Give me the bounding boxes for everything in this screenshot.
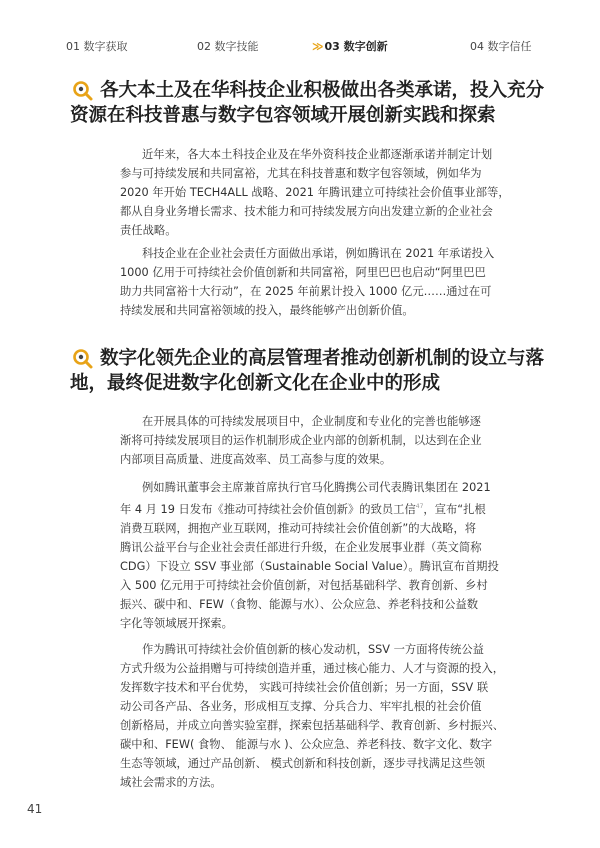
heading-line: 地，最终促进数字化创新文化在企业中的形成 [70, 373, 441, 394]
nav-tab-label: 04 数字信任 [470, 40, 532, 53]
section-1-heading-cont [70, 103, 570, 128]
section-2-heading-cont [70, 371, 570, 396]
text-line: 都从自身业务增长需求、技术能力和可持续发展方向出发建立新的企业社会 [120, 205, 493, 218]
text-line: 持续发展和共同富裕领域的投入，最终能够产出创新价值。 [120, 304, 414, 317]
double-chevron-right-icon: ≫ [312, 40, 322, 53]
section-1-heading [100, 78, 600, 103]
text-line: 1000 亿用于可持续社会价值创新和共同富裕，阿里巴巴也启动“阿里巴巴 [120, 266, 486, 279]
text-line: 字化等领域展开探索。 [120, 616, 233, 630]
text-line: 近年来，各大本土科技企业及在华外资科技企业都逐渐承诺并制定计划 [142, 148, 493, 161]
text-line: 在开展具体的可持续发展项目中，企业制度和专业化的完善也能够逐 [142, 415, 481, 428]
section-1-paragraph-2 [120, 244, 520, 320]
nav-tab-digital-trust[interactable] [470, 38, 532, 54]
text-line: 生态等领域，通过产品创新、 模式创新和科技创新，逐步寻找满足这些领 [120, 757, 486, 770]
text-line: 发挥数字技术和平台优势， 实践可持续社会价值创新；另一方面，SSV 联 [120, 681, 489, 694]
text-line: 消费互联网，拥抱产业互联网，推动可持续社会价值创新”的大战略，将 [120, 521, 477, 535]
text-line: 参与可持续发展和共同富裕，尤其在科技普惠和数字包容领域，例如华为 [120, 167, 482, 180]
section-2-paragraph-1 [120, 412, 520, 469]
section-1-paragraph-1 [120, 145, 520, 240]
heading-line: 资源在科技普惠与数字包容领域开展创新实践和探索 [70, 105, 496, 126]
text-line: 动公司各产品、各业务，形成相互支撑、分兵合力、牢牢扎根的社会价值 [120, 700, 482, 713]
heading-line: 数字化领先企业的高层管理者推动创新机制的设立与落 [100, 348, 545, 369]
footnote-marker[interactable]: 47 [415, 503, 424, 510]
text-line: 助力共同富裕十大行动”，在 2025 年前累计投入 1000 亿元……通过在可 [120, 285, 492, 298]
text-line: 责任战略。 [120, 224, 177, 237]
section-2-heading [100, 346, 600, 371]
nav-tab-digital-innovation[interactable] [312, 38, 388, 54]
text-line: 方式升级为公益捐赠与可持续创造并重，通过核心能力、人才与资源的投入， [120, 662, 505, 675]
magnifier-icon [72, 348, 94, 370]
nav-tab-digital-skills[interactable] [197, 38, 259, 54]
text-line: 内部项目高质量、进度高效率、员工高参与度的效果。 [120, 453, 392, 466]
text-line: 作为腾讯可持续社会价值创新的核心发动机，SSV 一方面将传统公益 [142, 643, 484, 656]
text-line: 腾讯公益平台与企业社会责任部进行升级，在企业发展事业群（英文简称 [120, 540, 482, 554]
text-line: 入 500 亿元用于可持续社会价值创新，对包括基础科学、教育创新、乡村 [120, 578, 488, 592]
page-number: 41 [27, 802, 43, 816]
text-line [120, 497, 520, 519]
text-line: 振兴、碳中和、FEW（食物、能源与水）、公众应急、养老科技和公益数 [120, 597, 479, 611]
section-2-paragraph-2 [120, 478, 520, 633]
text-line: 科技企业在企业社会责任方面做出承诺，例如腾讯在 2021 年承诺投入 [142, 247, 495, 260]
heading-line: 各大本土及在华科技企业积极做出各类承诺，投入充分 [100, 80, 545, 101]
text-line: 域社会需求的方法。 [120, 776, 222, 789]
nav-tab-label: 02 数字技能 [197, 40, 259, 53]
text-fragment: 年 4 月 19 日发布《推动可持续社会价值创新》的致员工信 [120, 502, 416, 516]
text-line: 渐将可持续发展项目的运作机制形成企业内部的创新机制，以达到在企业 [120, 434, 482, 447]
text-line: 创新格局，并成立向善实验室群，探索包括基础科学、教育创新、乡村振兴、 [120, 719, 505, 732]
section-2-paragraph-3 [120, 640, 520, 792]
nav-tab-digital-access[interactable] [66, 38, 128, 54]
top-navigation [0, 38, 600, 58]
text-line: 例如腾讯董事会主席兼首席执行官马化腾携公司代表腾讯集团在 2021 [142, 481, 491, 494]
text-line: 碳中和、FEW( 食物、 能源与水 )、公众应急、养老科技、数字文化、数字 [120, 738, 493, 751]
text-line: CDG）下设立 SSV 事业部（Sustainable Social Value）。腾讯宣布首期投 [120, 559, 499, 573]
text-fragment: ，宣布“扎根 [423, 502, 486, 516]
nav-tab-label: 01 数字获取 [66, 40, 128, 53]
magnifier-icon [72, 80, 94, 102]
text-line: 2020 年开始 TECH4ALL 战略、2021 年腾讯建立可持续社会价值事业部等， [120, 186, 510, 199]
nav-tab-label: 03 数字创新 [324, 40, 388, 53]
